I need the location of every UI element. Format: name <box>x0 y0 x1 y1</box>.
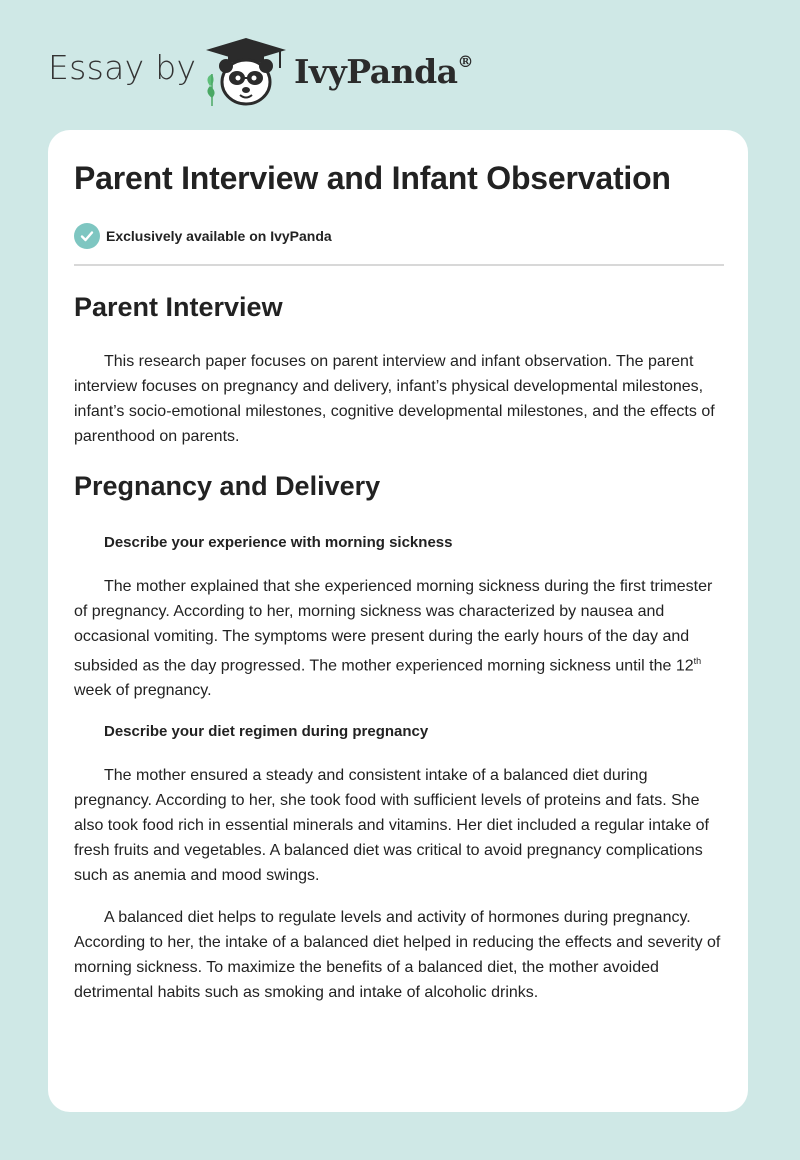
paragraph-balanced-diet: A balanced diet helps to regulate levels and activity of hormones during pregnancy. According to her, the intake of a balanced diet helped in reducing the effects and severity of morning sickness. To maximize the benefits of a balanced diet, the mother avoided detrimental habits such as smoking and intake of alcoholic drinks. <box>74 909 721 1002</box>
brand-logo-text[interactable]: IvyPanda® <box>294 52 474 91</box>
check-icon <box>74 223 100 249</box>
section-heading-parent-interview: Parent Interview <box>74 291 283 322</box>
exclusive-badge-label: Exclusively available on IvyPanda <box>106 227 332 244</box>
essay-by-label: Essay by <box>48 48 197 87</box>
question-morning-sickness: Describe your experience with morning sickness <box>104 533 453 551</box>
paragraph-intro: This research paper focuses on parent interview and infant observation. The parent interview focuses on pregnancy and delivery, infant’s physical developmental milestones, infant’s socio-emotional milestones, cognitive developmental milestones, and the effects of parenthood on parents. <box>74 352 715 445</box>
panda-graduate-icon <box>200 30 292 110</box>
divider <box>74 264 724 266</box>
exclusive-badge <box>74 222 724 250</box>
question-diet-regimen: Describe your diet regimen during pregnancy <box>104 723 429 741</box>
essay-content <box>74 158 724 1005</box>
answer-diet-regimen: The mother ensured a steady and consistent intake of a balanced diet during pregnancy. According to her, she took food with sufficient levels of proteins and fats. She also took food rich in essential minerals and vitamins. Her diet included a regular intake of fresh fruits and vegetables. A balanced diet was critical to avoid pregnancy complications such as anemia and mood swings. <box>74 767 709 885</box>
page-title: Parent Interview and Infant Observation <box>74 160 671 196</box>
section-heading-pregnancy-delivery: Pregnancy and Delivery <box>74 470 381 501</box>
site-header <box>48 30 748 110</box>
essay-card <box>48 130 748 1112</box>
answer-morning-sickness: The mother explained that she experienced morning sickness during the first trimester of pregnancy. According to her, morning sickness was characterized by nausea and occasional vomiting. The symptoms were present during the early hours of the day and subsided as the day progressed. The mother experienced morning sickness until the 12th week of pregnancy. <box>74 577 713 700</box>
